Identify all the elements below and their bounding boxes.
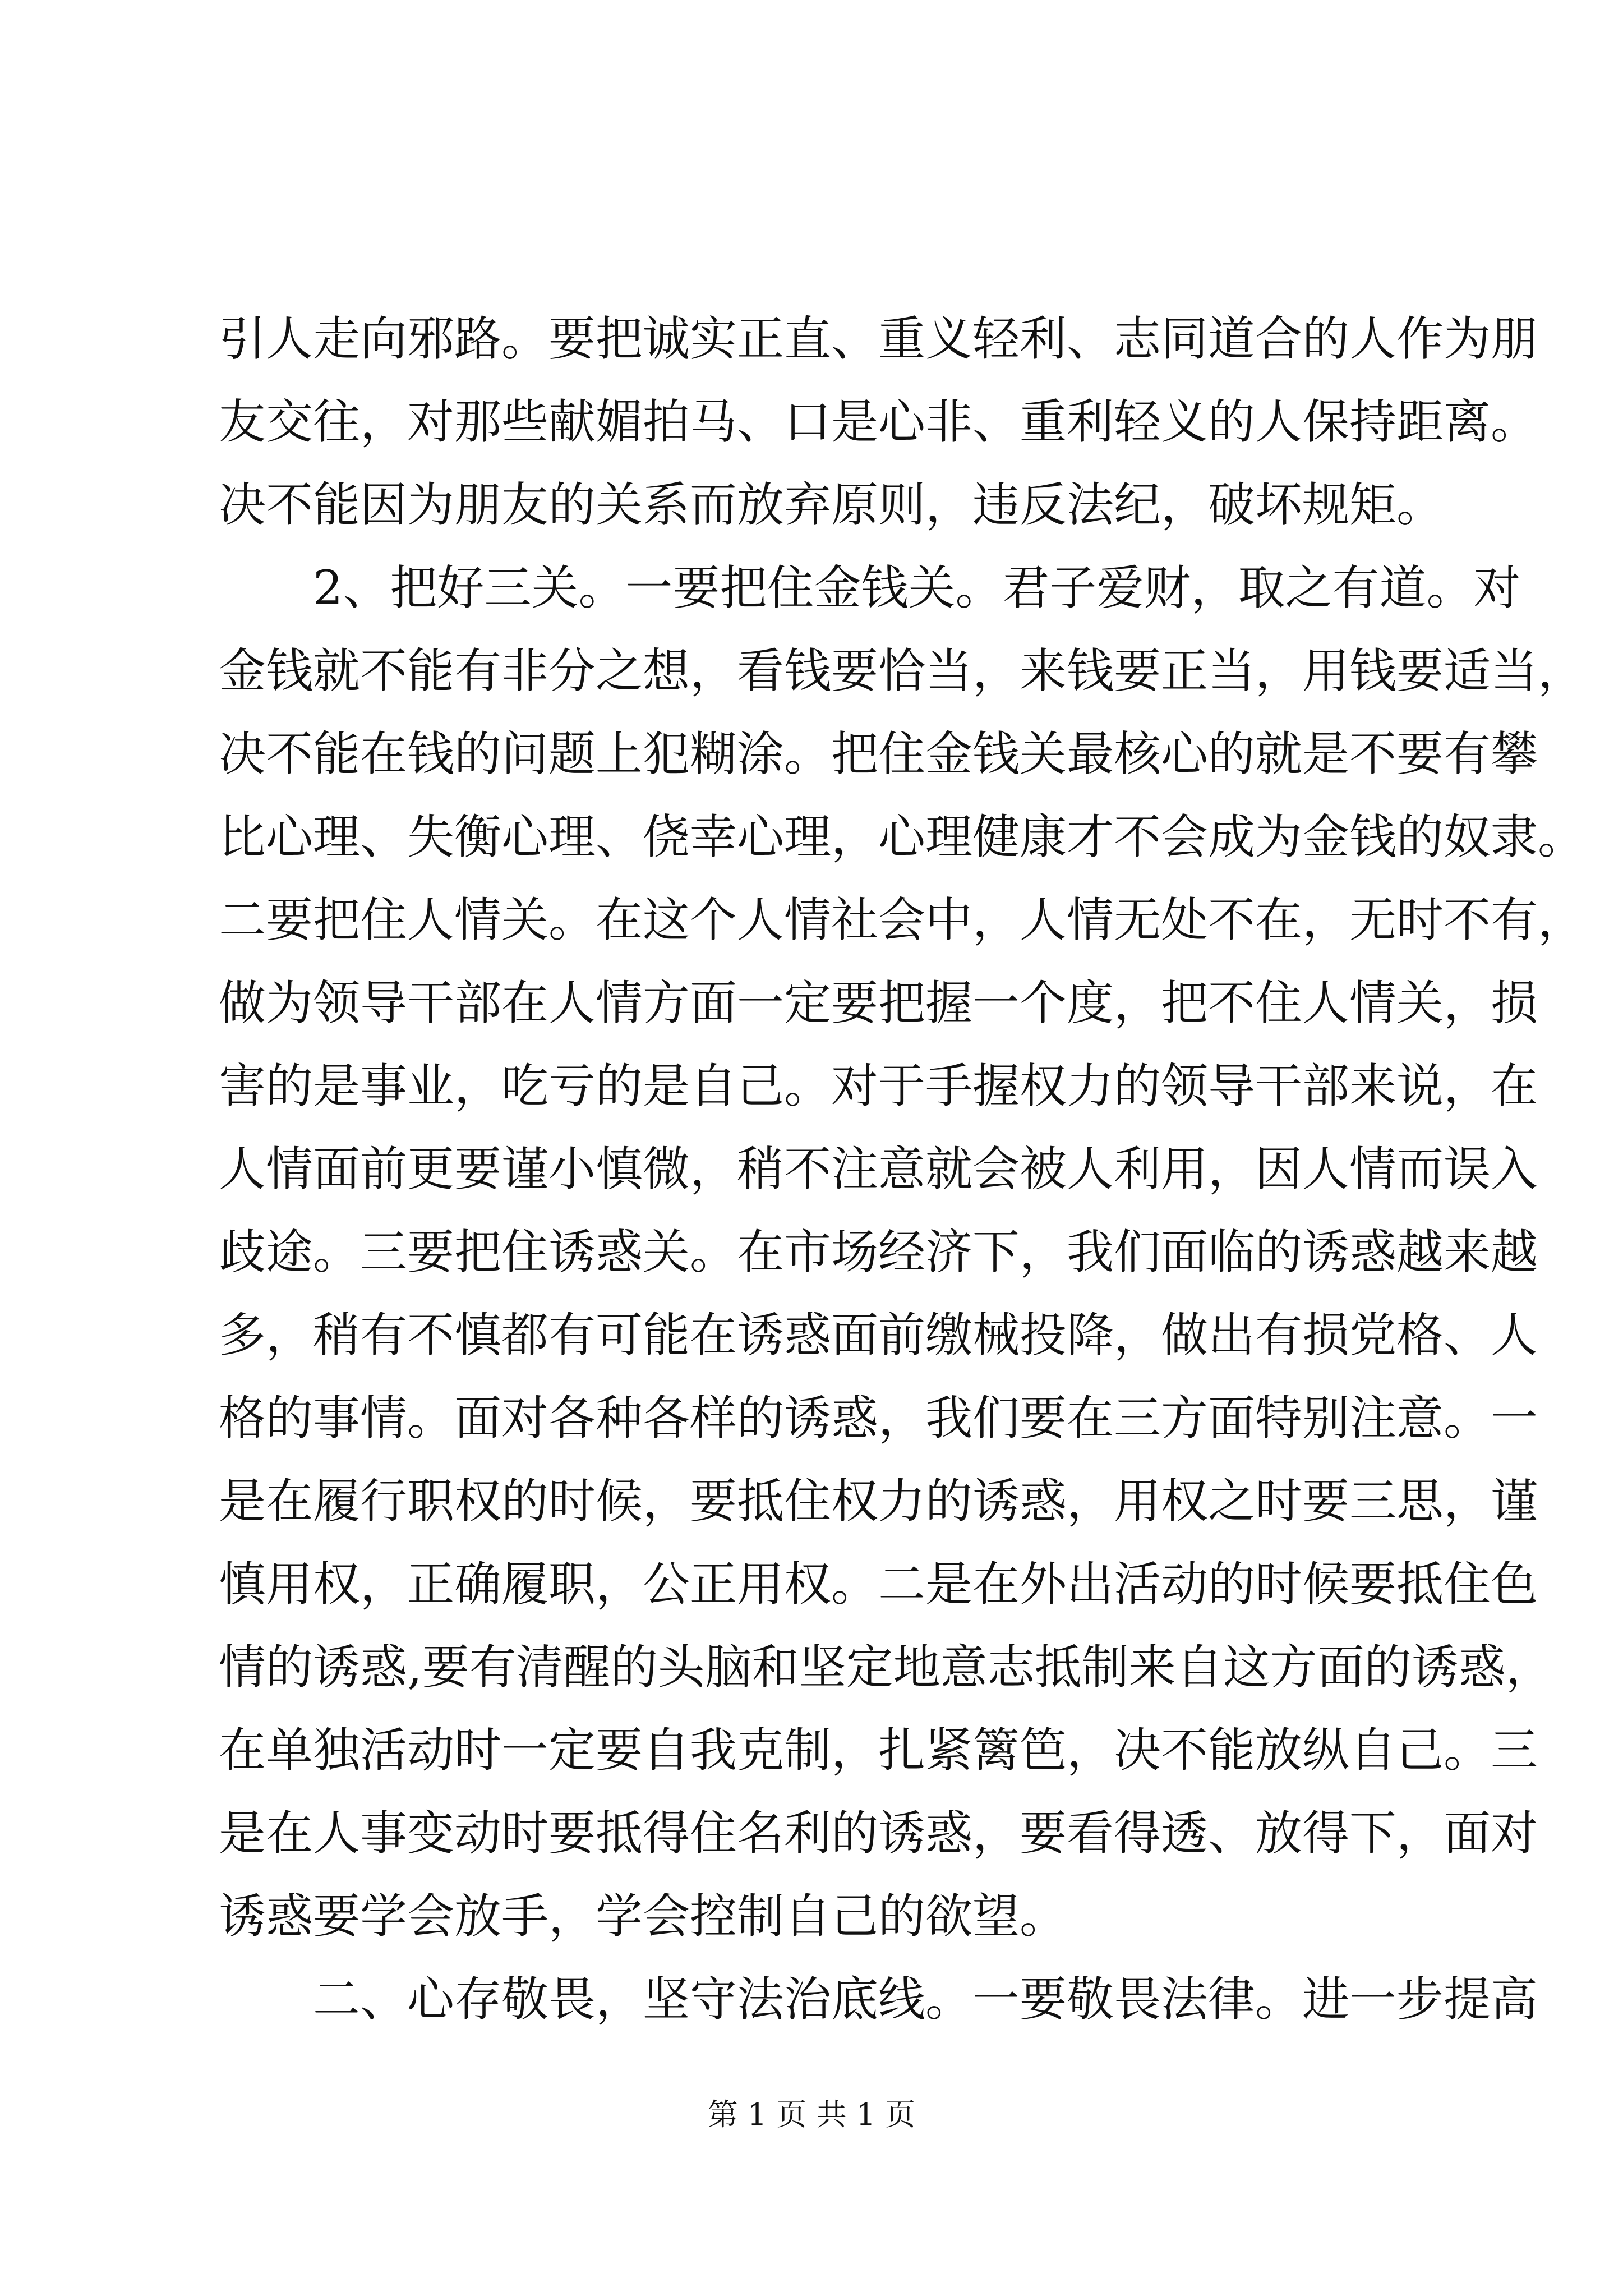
paragraph-line: 比心理、失衡心理、侥幸心理，心理健康才不会成为金钱的奴隶。 bbox=[219, 809, 1585, 864]
document-body bbox=[219, 297, 1585, 2041]
paragraph-line: 诱惑要学会放手，学会控制自己的欲望。 bbox=[219, 1889, 1067, 1944]
paragraph-line: 2、把好三关。一要把住金钱关。君子爱财，取之有道。对 bbox=[313, 560, 1521, 615]
paragraph-line: 在单独活动时一定要自我克制，扎紧篱笆，决不能放纵自己。三 bbox=[219, 1723, 1538, 1778]
paragraph-line: 决不能因为朋友的关系而放弃原则，违反法纪，破坏规矩。 bbox=[219, 477, 1444, 532]
paragraph-line: 多，稍有不慎都有可能在诱惑面前缴械投降，做出有损党格、人 bbox=[219, 1308, 1538, 1363]
paragraph-line: 做为领导干部在人情方面一定要把握一个度，把不住人情关，损 bbox=[219, 976, 1538, 1030]
paragraph-1 bbox=[219, 297, 1538, 546]
paragraph-line: 决不能在钱的问题上犯糊涂。把住金钱关最核心的就是不要有攀 bbox=[219, 726, 1538, 781]
paragraph-line: 是在履行职权的时候，要抵住权力的诱惑，用权之时要三思，谨 bbox=[219, 1474, 1538, 1529]
paragraph-line: 金钱就不能有非分之想，看钱要恰当，来钱要正当，用钱要适当， bbox=[219, 643, 1585, 698]
paragraph-line: 情的诱惑,要有清醒的头脑和坚定地意志抵制来自这方面的诱惑， bbox=[219, 1640, 1553, 1695]
paragraph-line: 慎用权，正确履职，公正用权。二是在外出活动的时候要抵住色 bbox=[219, 1557, 1538, 1612]
page-footer: 第 1 页 共 1 页 bbox=[707, 2097, 916, 2132]
paragraph-3 bbox=[219, 1958, 1538, 2041]
paragraph-line: 二要把住人情关。在这个人情社会中，人情无处不在，无时不有， bbox=[219, 892, 1585, 947]
paragraph-line: 歧途。三要把住诱惑关。在市场经济下，我们面临的诱惑越来越 bbox=[219, 1225, 1538, 1280]
paragraph-line: 格的事情。面对各种各样的诱惑，我们要在三方面特别注意。一 bbox=[219, 1391, 1538, 1446]
paragraph-line: 害的是事业，吃亏的是自己。对于手握权力的领导干部来说，在 bbox=[219, 1059, 1538, 1114]
paragraph-line: 二、心存敬畏，坚守法治底线。一要敬畏法律。进一步提高 bbox=[313, 1972, 1538, 2027]
paragraph-line: 引人走向邪路。要把诚实正直、重义轻利、志同道合的人作为朋 bbox=[219, 311, 1538, 366]
paragraph-line: 友交往，对那些献媚拍马、口是心非、重利轻义的人保持距离。 bbox=[219, 394, 1538, 449]
paragraph-2 bbox=[219, 546, 1585, 1958]
paragraph-line: 人情面前更要谨小慎微，稍不注意就会被人利用，因人情而误入 bbox=[219, 1142, 1538, 1197]
paragraph-line: 是在人事变动时要抵得住名利的诱惑，要看得透、放得下，面对 bbox=[219, 1806, 1538, 1861]
